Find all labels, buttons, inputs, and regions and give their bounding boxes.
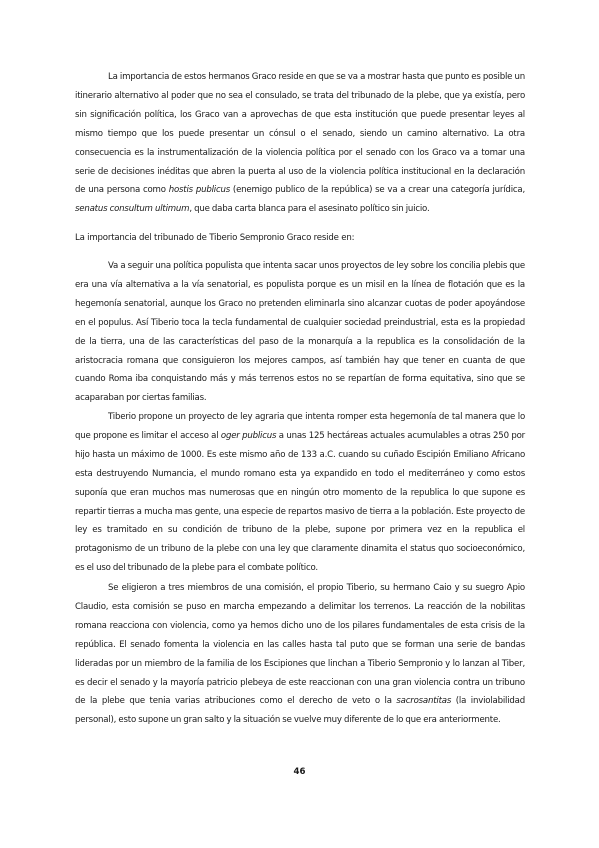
text-run: Se eligieron a tres miembros de una comisión, el propio Tiberio, su hermano Caio y su suegro Apio Claudio, esta comisión se puso en marcha empezando a delimitar los terrenos. La reacción de la nobilitas romana reacciona con violencia, como ya hemos dicho uno de los pilares fundamentales de esta crisis de la república. El senado fomenta la violencia en las calles hasta tal puto que se forman una serie de bandas lideradas por un miembro de la familia de los Escipiones que linchan a Tiberio Sempronio y lo lanzan al Tiber, es decir el senado y la mayoría patricio plebeya de este reaccionan con una gran violencia contra un tribuno de la plebe que tenia varias atribuciones como el derecho de veto o la xyxy=(75,583,525,707)
section-heading: La importancia del tribunado de Tiberio Sempronio Graco reside en: xyxy=(75,233,355,243)
text-run: (la inviolabilidad personal), esto supone un gran salto y la situación se vuelve muy diferente de lo que era anteriormente. xyxy=(75,696,525,726)
text-run: , que daba carta blanca para el asesinato político sin juicio. xyxy=(189,204,430,215)
text-run: La importancia de estos hermanos Graco reside en que se va a mostrar hasta que punto es posible un itinerario alternativo al poder que no sea el consulado, se trata del tribunado de la plebe, que ya existía, pero sin significación política, los Graco van a aprovechas de que esta institución que puede presentar leyes al mismo tiempo que los puede presentar un cónsul o el senado, siendo un camino alternativo. La otra consecuencia es la instrumentalización de la violencia política por el senado con los Graco va a tomar una serie de decisiones inéditas que abren la puerta al uso de la violencia política institucional en la declaración de una persona como xyxy=(75,72,525,196)
text-run: Va a seguir una política populista que intenta sacar unos proyectos de ley sobre los concilia plebis que era una vía alternativa a la vía senatorial, es populista porque es un misil en la línea de flotación que es la hegemonía senatorial, aunque los Graco no pretenden eliminarla sino alcanzar cuotas de poder apoyándose en el populus. Así Tiberio toca la tecla fundamental de cualquier sociedad preindustrial, esta es la propiedad de la tierra, una de las características del paso de la monarquía a la republica es la consolidación de la aristocracia romana que consiguieron los mejores campos, así también hay que tener en cuanta de que cuando Roma iba conquistando más y más terrenos estos no se repartían de forma equitativa, sino que se acaparaban por ciertas familias. xyxy=(75,261,525,404)
italic-term: oger publicus xyxy=(220,430,277,441)
paragraph-agrarian-law xyxy=(75,408,525,578)
text-run: a unas 125 hectáreas actuales acumulables a otras 250 por hijo hasta un máximo de 1000. Es este mismo año de 133 a.C. cuando su cuñado Escipión Emiliano Africano esta destruyendo Numancia, el mundo romano esta ya expandido en todo el mediterráneo y como estos suponía que eran muchos mas numerosas que en ningún otro momento de la republica lo que supone es repartir tierras a mucha mas gente, una especie de repartos masivo de tierra a la población. Este proyecto de ley es tramitado en su condición de tribuno de la plebe, supone por primera vez en la republica el protagonismo de un tribuno de la plebe con una ley que claramente dinamita el status quo socioeconómico, es el uso del tribunado de la plebe para el combate político. xyxy=(75,430,525,574)
paragraph-commission xyxy=(75,579,525,730)
text-run: Tiberio propone un proyecto de ley agraria que intenta romper esta hegemonía de tal manera que lo que propone es limitar el acceso al xyxy=(75,412,525,441)
page-number: 46 xyxy=(293,767,306,777)
paragraph-graco-importance xyxy=(75,68,525,219)
italic-term: senatus consultum ultimum xyxy=(75,204,190,215)
italic-term: sacrosantitas xyxy=(396,696,452,707)
italic-term: hostis publicus xyxy=(168,185,231,196)
text-run: (enemigo publico de la república) se va a crear una categoría jurídica, xyxy=(230,185,525,196)
paragraph-populist-policy xyxy=(75,257,525,408)
